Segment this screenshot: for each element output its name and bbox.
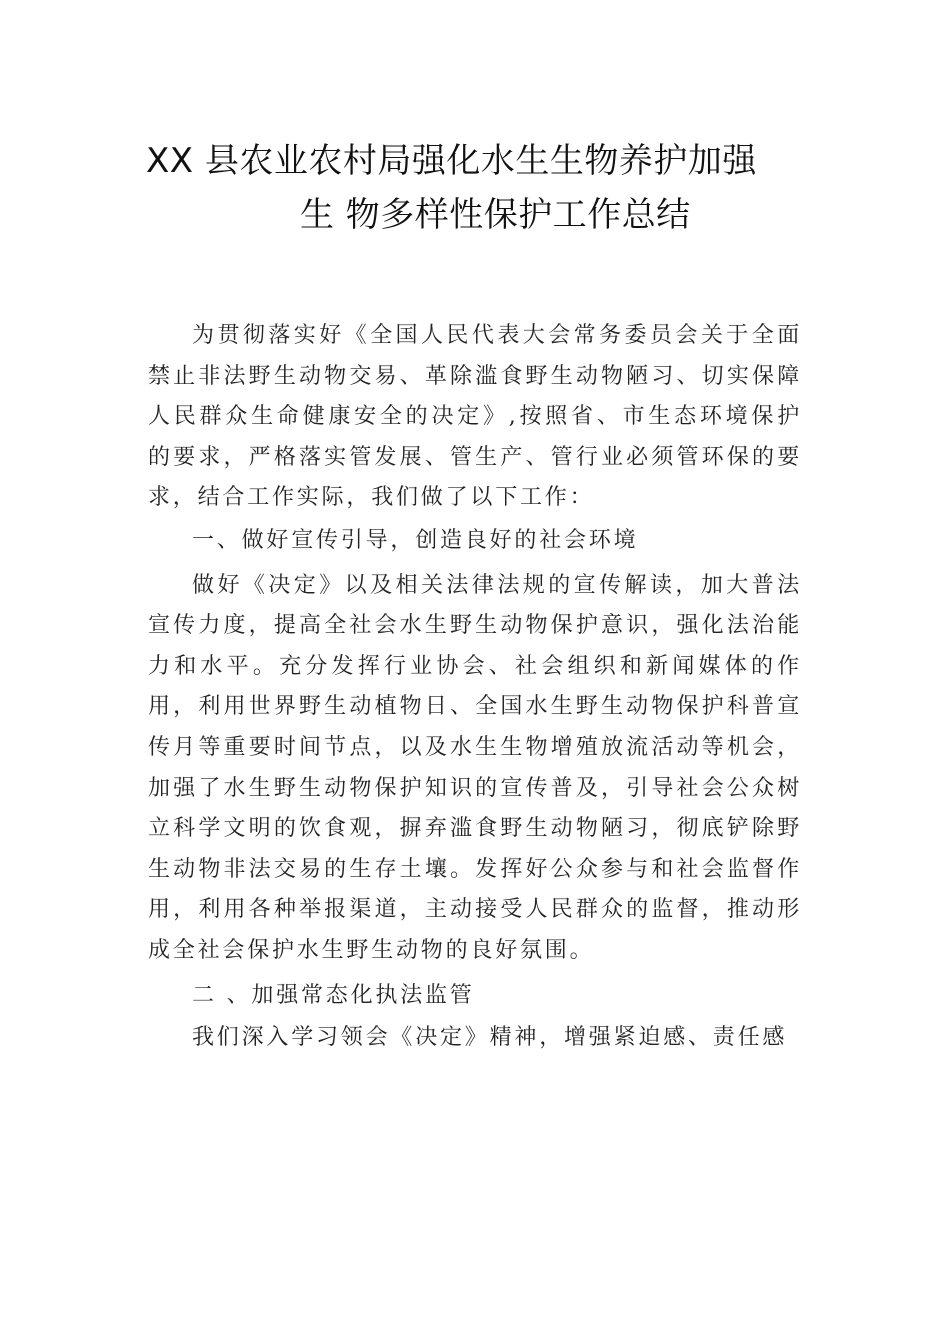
section-heading-1: 一、做好宣传引导，创造良好的社会环境 [192, 527, 639, 553]
document-title-line-1: XX 县农业农村局强化水生生物养护加强 [146, 141, 757, 181]
paragraph-section-2: 我们深入学习领会《决定》精神，增强紧迫感、责任感 [192, 1025, 788, 1051]
document-title-line-2: 生 物多样性保护工作总结 [300, 195, 691, 235]
section-heading-2: 二 、加强常态化执法监管 [192, 982, 475, 1008]
document-body [148, 316, 802, 1059]
paragraph-intro: 为贯彻落实好《全国人民代表大会常务委员会关于全面禁止非法野生动物交易、革除滥食野生动物陋习、切实保障人民群众生命健康安全的决定》,按照省、市生态环境保护的要求，严格落实管发展、管生产、管行业必须管环保的要求，结合工作实际，我们做了以下工作： [148, 323, 802, 511]
paragraph-section-1: 做好《决定》以及相关法律法规的宣传解读，加大普法宣传力度，提高全社会水生野生动物保护意识，强化法治能力和水平。充分发挥行业协会、社会组织和新闻媒体的作用，利用世界野生动植物日、全国水生野生动物保护科普宣传月等重要时间节点，以及水生生物增殖放流活动等机会，加强了水生野生动物保护知识的宣传普及，引导社会公众树立科学文明的饮食观，摒弃滥食野生动物陋习，彻底铲除野生动物非法交易的生存土壤。发挥好公众参与和社会监督作用，利用各种举报渠道，主动接受人民群众的监督，推动形成全社会保护水生野生动物的良好氛围。 [148, 572, 802, 963]
